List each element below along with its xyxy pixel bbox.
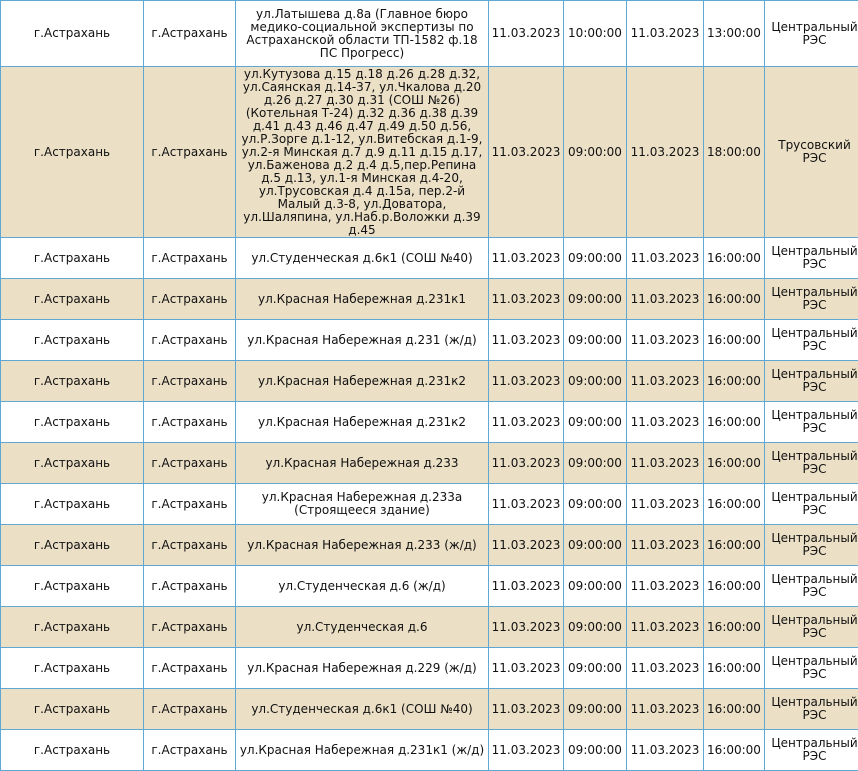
res-cell: Центральный РЭС (765, 730, 858, 771)
table-row (1, 320, 858, 361)
end-date-cell: 11.03.2023 (627, 361, 704, 402)
end-date-cell: 11.03.2023 (627, 689, 704, 730)
district-cell: г.Астрахань (1, 361, 144, 402)
address-cell: ул.Красная Набережная д.233 (236, 443, 489, 484)
table-row (1, 279, 858, 320)
locality-cell: г.Астрахань (144, 67, 236, 238)
start-time-cell: 09:00:00 (564, 320, 627, 361)
end-time-cell: 16:00:00 (704, 361, 765, 402)
start-date-cell: 11.03.2023 (489, 361, 564, 402)
end-date-cell: 11.03.2023 (627, 67, 704, 238)
end-date-cell: 11.03.2023 (627, 730, 704, 771)
end-time-cell: 16:00:00 (704, 484, 765, 525)
start-date-cell: 11.03.2023 (489, 607, 564, 648)
locality-cell: г.Астрахань (144, 279, 236, 320)
start-date-cell: 11.03.2023 (489, 279, 564, 320)
res-cell: Центральный РЭС (765, 238, 858, 279)
table-row (1, 238, 858, 279)
locality-cell: г.Астрахань (144, 484, 236, 525)
end-time-cell: 16:00:00 (704, 566, 765, 607)
address-cell: ул.Студенческая д.6 (ж/д) (236, 566, 489, 607)
end-date-cell: 11.03.2023 (627, 648, 704, 689)
locality-cell: г.Астрахань (144, 648, 236, 689)
district-cell: г.Астрахань (1, 648, 144, 689)
res-cell: Центральный РЭС (765, 1, 858, 67)
district-cell: г.Астрахань (1, 1, 144, 67)
locality-cell: г.Астрахань (144, 238, 236, 279)
district-cell: г.Астрахань (1, 689, 144, 730)
start-date-cell: 11.03.2023 (489, 525, 564, 566)
end-date-cell: 11.03.2023 (627, 402, 704, 443)
locality-cell: г.Астрахань (144, 402, 236, 443)
locality-cell: г.Астрахань (144, 1, 236, 67)
start-date-cell: 11.03.2023 (489, 402, 564, 443)
start-date-cell: 11.03.2023 (489, 1, 564, 67)
end-time-cell: 16:00:00 (704, 730, 765, 771)
address-cell: ул.Красная Набережная д.231к1 (236, 279, 489, 320)
table-row (1, 648, 858, 689)
end-date-cell: 11.03.2023 (627, 320, 704, 361)
start-date-cell: 11.03.2023 (489, 566, 564, 607)
address-cell: ул.Латышева д.8а (Главное бюро медико-социальной экспертизы по Астраханской области ТП-1582 ф.18 ПС Прогресс) (236, 1, 489, 67)
table-row (1, 361, 858, 402)
res-cell: Трусовский РЭС (765, 67, 858, 238)
res-cell: Центральный РЭС (765, 566, 858, 607)
res-cell: Центральный РЭС (765, 689, 858, 730)
end-date-cell: 11.03.2023 (627, 484, 704, 525)
start-time-cell: 09:00:00 (564, 484, 627, 525)
start-date-cell: 11.03.2023 (489, 689, 564, 730)
end-date-cell: 11.03.2023 (627, 279, 704, 320)
start-time-cell: 09:00:00 (564, 648, 627, 689)
locality-cell: г.Астрахань (144, 689, 236, 730)
district-cell: г.Астрахань (1, 525, 144, 566)
table-row (1, 443, 858, 484)
end-date-cell: 11.03.2023 (627, 443, 704, 484)
table-row (1, 525, 858, 566)
locality-cell: г.Астрахань (144, 361, 236, 402)
start-time-cell: 09:00:00 (564, 361, 627, 402)
locality-cell: г.Астрахань (144, 607, 236, 648)
start-time-cell: 09:00:00 (564, 525, 627, 566)
district-cell: г.Астрахань (1, 566, 144, 607)
res-cell: Центральный РЭС (765, 525, 858, 566)
table-row (1, 689, 858, 730)
address-cell: ул.Красная Набережная д.233а (Строящееся здание) (236, 484, 489, 525)
locality-cell: г.Астрахань (144, 320, 236, 361)
start-time-cell: 09:00:00 (564, 67, 627, 238)
start-date-cell: 11.03.2023 (489, 443, 564, 484)
table-row (1, 730, 858, 771)
locality-cell: г.Астрахань (144, 730, 236, 771)
end-time-cell: 16:00:00 (704, 689, 765, 730)
end-time-cell: 16:00:00 (704, 648, 765, 689)
end-date-cell: 11.03.2023 (627, 238, 704, 279)
start-time-cell: 09:00:00 (564, 402, 627, 443)
end-time-cell: 16:00:00 (704, 238, 765, 279)
res-cell: Центральный РЭС (765, 607, 858, 648)
district-cell: г.Астрахань (1, 484, 144, 525)
start-time-cell: 09:00:00 (564, 238, 627, 279)
address-cell: ул.Студенческая д.6к1 (СОШ №40) (236, 238, 489, 279)
address-cell: ул.Красная Набережная д.231к1 (ж/д) (236, 730, 489, 771)
district-cell: г.Астрахань (1, 279, 144, 320)
locality-cell: г.Астрахань (144, 443, 236, 484)
end-time-cell: 13:00:00 (704, 1, 765, 67)
end-time-cell: 16:00:00 (704, 443, 765, 484)
end-time-cell: 16:00:00 (704, 320, 765, 361)
start-date-cell: 11.03.2023 (489, 320, 564, 361)
start-time-cell: 09:00:00 (564, 443, 627, 484)
table-row (1, 67, 858, 238)
start-time-cell: 09:00:00 (564, 689, 627, 730)
start-date-cell: 11.03.2023 (489, 648, 564, 689)
end-time-cell: 16:00:00 (704, 525, 765, 566)
table-row (1, 484, 858, 525)
start-date-cell: 11.03.2023 (489, 730, 564, 771)
district-cell: г.Астрахань (1, 67, 144, 238)
address-cell: ул.Красная Набережная д.229 (ж/д) (236, 648, 489, 689)
res-cell: Центральный РЭС (765, 648, 858, 689)
address-cell: ул.Студенческая д.6к1 (СОШ №40) (236, 689, 489, 730)
res-cell: Центральный РЭС (765, 320, 858, 361)
start-time-cell: 09:00:00 (564, 607, 627, 648)
district-cell: г.Астрахань (1, 238, 144, 279)
start-time-cell: 09:00:00 (564, 566, 627, 607)
end-date-cell: 11.03.2023 (627, 607, 704, 648)
res-cell: Центральный РЭС (765, 279, 858, 320)
address-cell: ул.Красная Набережная д.231к2 (236, 402, 489, 443)
res-cell: Центральный РЭС (765, 484, 858, 525)
end-time-cell: 18:00:00 (704, 67, 765, 238)
locality-cell: г.Астрахань (144, 525, 236, 566)
address-cell: ул.Красная Набережная д.231к2 (236, 361, 489, 402)
start-date-cell: 11.03.2023 (489, 67, 564, 238)
district-cell: г.Астрахань (1, 402, 144, 443)
end-time-cell: 16:00:00 (704, 279, 765, 320)
end-time-cell: 16:00:00 (704, 402, 765, 443)
start-date-cell: 11.03.2023 (489, 238, 564, 279)
district-cell: г.Астрахань (1, 443, 144, 484)
address-cell: ул.Кутузова д.15 д.18 д.26 д.28 д.32, ул.Саянская д.14-37, ул.Чкалова д.20 д.26 д.27 д.30 д.31 (СОШ №26) (Котельная Т-24) д.32 д.36 д.38 д.39 д.41 д.43 д.46 д.47 д.49 д.50 д.56, ул.Р.Зорге д.1-12, ул.Витебская д.1-9, ул.2-я Минская д.7 д.9 д.11 д.15 д.17, ул.Баженова д.2 д.4 д.5,пер.Репина д.5 д.13, ул.1-я Минская д.4-20, ул.Трусовская д.4 д.15а, пер.2-й Малый д.3-8, ул.Доватора, ул.Шаляпина, ул.Наб.р.Воложки д.39 д.45 (236, 67, 489, 238)
district-cell: г.Астрахань (1, 607, 144, 648)
start-time-cell: 10:00:00 (564, 1, 627, 67)
district-cell: г.Астрахань (1, 320, 144, 361)
table-row (1, 607, 858, 648)
start-time-cell: 09:00:00 (564, 730, 627, 771)
district-cell: г.Астрахань (1, 730, 144, 771)
end-time-cell: 16:00:00 (704, 607, 765, 648)
address-cell: ул.Красная Набережная д.233 (ж/д) (236, 525, 489, 566)
end-date-cell: 11.03.2023 (627, 525, 704, 566)
table-row (1, 402, 858, 443)
res-cell: Центральный РЭС (765, 361, 858, 402)
table-row (1, 1, 858, 67)
address-cell: ул.Красная Набережная д.231 (ж/д) (236, 320, 489, 361)
start-time-cell: 09:00:00 (564, 279, 627, 320)
outage-rows (1, 1, 858, 771)
res-cell: Центральный РЭС (765, 443, 858, 484)
end-date-cell: 11.03.2023 (627, 566, 704, 607)
address-cell: ул.Студенческая д.6 (236, 607, 489, 648)
res-cell: Центральный РЭС (765, 402, 858, 443)
table-row (1, 566, 858, 607)
locality-cell: г.Астрахань (144, 566, 236, 607)
end-date-cell: 11.03.2023 (627, 1, 704, 67)
start-date-cell: 11.03.2023 (489, 484, 564, 525)
